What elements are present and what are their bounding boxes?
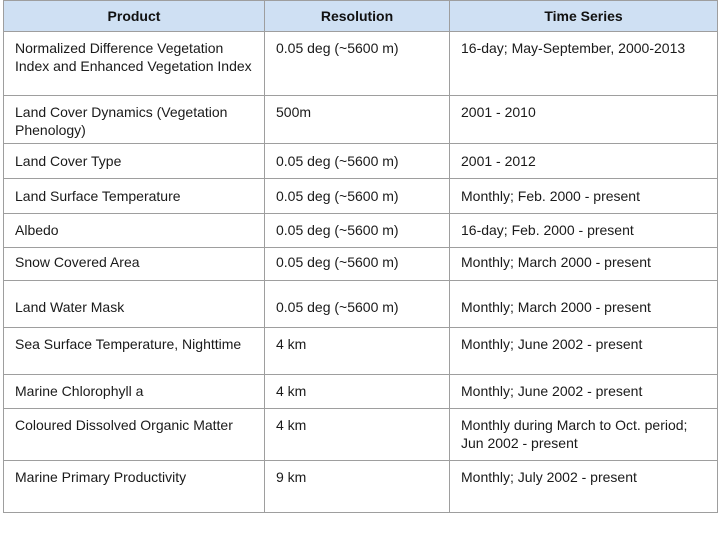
products-table [3, 0, 718, 513]
cell-resolution: 0.05 deg (~5600 m) [265, 32, 450, 96]
cell-resolution: 4 km [265, 409, 450, 461]
cell-product: Land Surface Temperature [4, 179, 265, 214]
cell-time-series: 2001 - 2012 [450, 144, 718, 179]
cell-product: Normalized Difference Vegetation Index and Enhanced Vegetation Index [4, 32, 265, 96]
cell-time-series: Monthly; June 2002 - present [450, 375, 718, 409]
cell-product: Land Cover Dynamics (Vegetation Phenology) [4, 96, 265, 144]
table-row [4, 409, 718, 461]
cell-time-series: Monthly; June 2002 - present [450, 328, 718, 375]
cell-time-series: Monthly; July 2002 - present [450, 461, 718, 513]
header-row [4, 1, 718, 32]
table-row [4, 214, 718, 248]
cell-time-series: Monthly during March to Oct. period; Jun 2002 - present [450, 409, 718, 461]
table-row [4, 144, 718, 179]
table-row [4, 179, 718, 214]
cell-resolution: 9 km [265, 461, 450, 513]
cell-product: Albedo [4, 214, 265, 248]
table-row [4, 328, 718, 375]
table-row [4, 248, 718, 281]
header-resolution: Resolution [265, 1, 450, 32]
cell-resolution: 4 km [265, 328, 450, 375]
header-product: Product [4, 1, 265, 32]
cell-product: Land Cover Type [4, 144, 265, 179]
cell-resolution: 0.05 deg (~5600 m) [265, 248, 450, 281]
cell-product: Land Water Mask [4, 281, 265, 328]
cell-resolution: 0.05 deg (~5600 m) [265, 281, 450, 328]
table-row [4, 281, 718, 328]
cell-resolution: 500m [265, 96, 450, 144]
cell-time-series: 2001 - 2010 [450, 96, 718, 144]
cell-resolution: 0.05 deg (~5600 m) [265, 214, 450, 248]
cell-product: Marine Chlorophyll a [4, 375, 265, 409]
cell-time-series: 16-day; Feb. 2000 - present [450, 214, 718, 248]
cell-time-series: Monthly; Feb. 2000 - present [450, 179, 718, 214]
cell-product: Snow Covered Area [4, 248, 265, 281]
cell-resolution: 4 km [265, 375, 450, 409]
cell-product: Marine Primary Productivity [4, 461, 265, 513]
header-time-series: Time Series [450, 1, 718, 32]
cell-time-series: Monthly; March 2000 - present [450, 248, 718, 281]
table-row [4, 461, 718, 513]
cell-time-series: 16-day; May-September, 2000-2013 [450, 32, 718, 96]
table-row [4, 96, 718, 144]
cell-time-series: Monthly; March 2000 - present [450, 281, 718, 328]
cell-product: Coloured Dissolved Organic Matter [4, 409, 265, 461]
table-row [4, 32, 718, 96]
cell-product: Sea Surface Temperature, Nighttime [4, 328, 265, 375]
table-row [4, 375, 718, 409]
cell-resolution: 0.05 deg (~5600 m) [265, 179, 450, 214]
cell-resolution: 0.05 deg (~5600 m) [265, 144, 450, 179]
